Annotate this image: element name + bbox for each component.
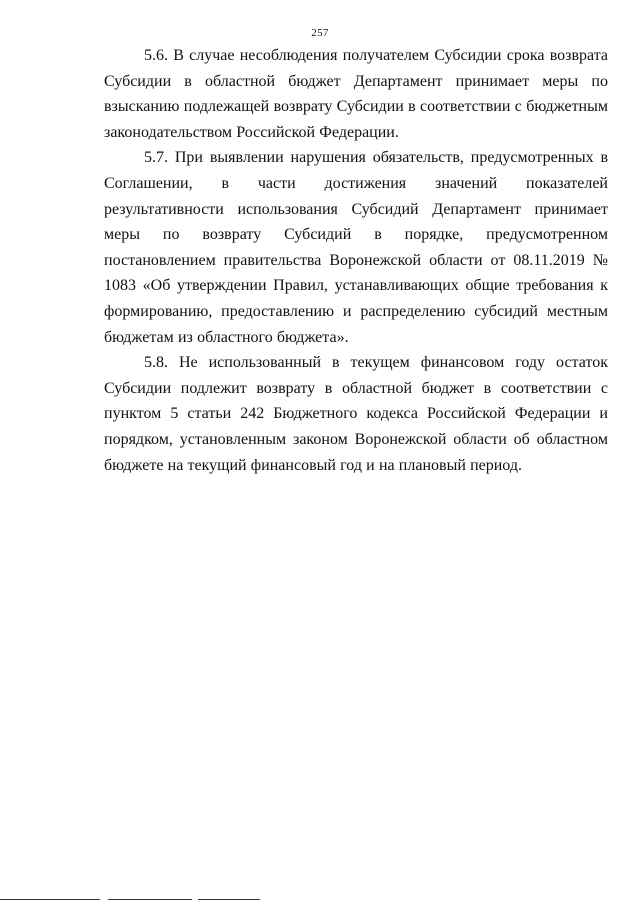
paragraph-5-6: 5.6. В случае несоблюдения получателем Субсидии срока возврата Субсидии в областной бюджет Департамент принимает меры по взысканию подлежащей возврату Субсидии в соответствии с бюджетным законодательством Российской Федерации. bbox=[104, 47, 608, 141]
page-number: 257 bbox=[311, 27, 329, 39]
paragraph-5-7: 5.7. При выявлении нарушения обязательств, предусмотренных в Соглашении, в части достижения значений показателей результативности использования Субсидий Департамент принимает меры по возврату Субсидий в порядке, предусмотренном постановлением правительства Воронежской области от 08.11.2019 № 1083 «Об утверждении Правил, устанавливающих общие требования к формированию, предоставлению и распределению субсидий местным бюджетам из областного бюджета». bbox=[104, 149, 608, 346]
bottom-rule-segment bbox=[0, 899, 100, 900]
bottom-rule-segment bbox=[198, 899, 260, 900]
bottom-rule-segment bbox=[108, 899, 192, 900]
document-body bbox=[104, 43, 608, 478]
paragraph-5-8: 5.8. Не использованный в текущем финансовом году остаток Субсидии подлежит возврату в областной бюджет в соответствии с пунктом 5 статьи 242 Бюджетного кодекса Российской Федерации и порядком, установленным законом Воронежской области об областном бюджете на текущий финансовый год и на плановый период. bbox=[104, 354, 608, 474]
